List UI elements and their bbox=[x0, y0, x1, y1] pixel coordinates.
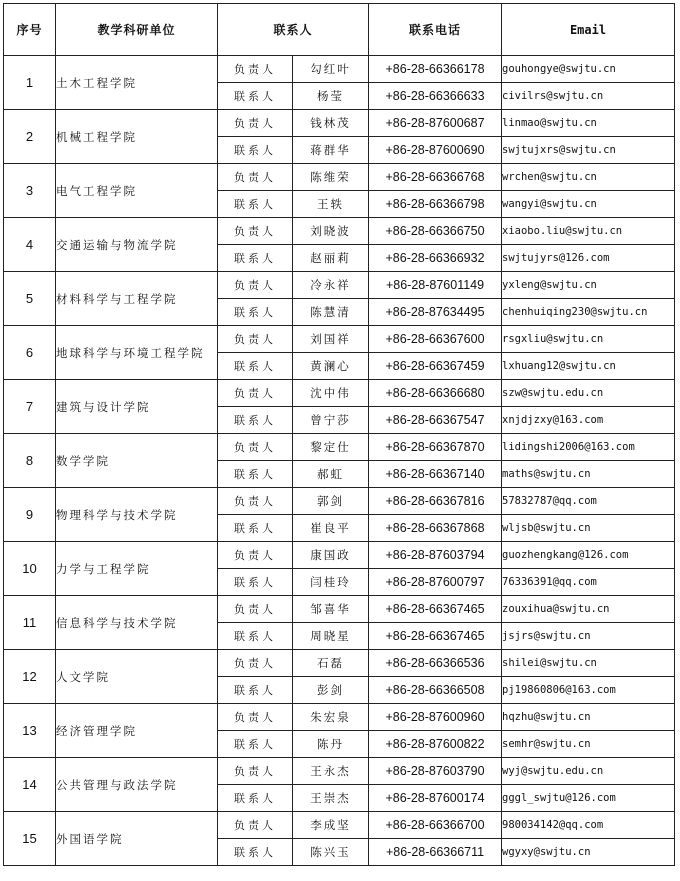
contact-email: zouxihua@swjtu.cn bbox=[502, 596, 675, 623]
contact-email: chenhuiqing230@swjtu.cn bbox=[502, 299, 675, 326]
row-seq: 9 bbox=[4, 488, 56, 542]
row-unit: 材料科学与工程学院 bbox=[56, 272, 218, 326]
contact-name: 刘晓波 bbox=[293, 218, 369, 245]
table-row bbox=[4, 704, 675, 731]
header-contact: 联系人 bbox=[218, 4, 369, 56]
contact-email: guozhengkang@126.com bbox=[502, 542, 675, 569]
contact-email: wangyi@swjtu.cn bbox=[502, 191, 675, 218]
contact-name: 勾红叶 bbox=[293, 56, 369, 83]
row-seq: 12 bbox=[4, 650, 56, 704]
contact-email: shilei@swjtu.cn bbox=[502, 650, 675, 677]
contact-phone: +86-28-66366750 bbox=[369, 218, 502, 245]
contact-name: 康国政 bbox=[293, 542, 369, 569]
contact-phone: +86-28-66367459 bbox=[369, 353, 502, 380]
row-unit: 地球科学与环境工程学院 bbox=[56, 326, 218, 380]
contact-role: 负责人 bbox=[218, 488, 293, 515]
table-row bbox=[4, 650, 675, 677]
table-row bbox=[4, 758, 675, 785]
row-unit: 电气工程学院 bbox=[56, 164, 218, 218]
contact-phone: +86-28-87603790 bbox=[369, 758, 502, 785]
contact-role: 联系人 bbox=[218, 785, 293, 812]
contact-email: lidingshi2006@163.com bbox=[502, 434, 675, 461]
table-row bbox=[4, 326, 675, 353]
contact-email: swjtujxrs@swjtu.cn bbox=[502, 137, 675, 164]
row-seq: 7 bbox=[4, 380, 56, 434]
contact-name: 杨莹 bbox=[293, 83, 369, 110]
row-unit: 外国语学院 bbox=[56, 812, 218, 866]
contact-phone: +86-28-66367870 bbox=[369, 434, 502, 461]
contact-role: 联系人 bbox=[218, 677, 293, 704]
contact-name: 朱宏泉 bbox=[293, 704, 369, 731]
contact-role: 负责人 bbox=[218, 758, 293, 785]
row-seq: 1 bbox=[4, 56, 56, 110]
contact-email: hqzhu@swjtu.cn bbox=[502, 704, 675, 731]
contact-email: semhr@swjtu.cn bbox=[502, 731, 675, 758]
contact-phone: +86-28-66367465 bbox=[369, 596, 502, 623]
contact-role: 负责人 bbox=[218, 542, 293, 569]
row-unit: 经济管理学院 bbox=[56, 704, 218, 758]
contact-email: gggl_swjtu@126.com bbox=[502, 785, 675, 812]
contact-email: linmao@swjtu.cn bbox=[502, 110, 675, 137]
contact-phone: +86-28-66366633 bbox=[369, 83, 502, 110]
contact-email: maths@swjtu.cn bbox=[502, 461, 675, 488]
contact-phone: +86-28-87601149 bbox=[369, 272, 502, 299]
contact-role: 负责人 bbox=[218, 218, 293, 245]
row-unit: 建筑与设计学院 bbox=[56, 380, 218, 434]
contact-phone: +86-28-66366680 bbox=[369, 380, 502, 407]
contact-phone: +86-28-87600822 bbox=[369, 731, 502, 758]
contact-name: 冷永祥 bbox=[293, 272, 369, 299]
row-seq: 2 bbox=[4, 110, 56, 164]
contact-role: 负责人 bbox=[218, 272, 293, 299]
contact-role: 负责人 bbox=[218, 326, 293, 353]
row-unit: 信息科学与技术学院 bbox=[56, 596, 218, 650]
row-seq: 5 bbox=[4, 272, 56, 326]
contact-name: 陈丹 bbox=[293, 731, 369, 758]
contact-role: 负责人 bbox=[218, 380, 293, 407]
contact-name: 郭剑 bbox=[293, 488, 369, 515]
contact-role: 负责人 bbox=[218, 596, 293, 623]
header-unit: 教学科研单位 bbox=[56, 4, 218, 56]
contact-email: civilrs@swjtu.cn bbox=[502, 83, 675, 110]
contact-phone: +86-28-66367868 bbox=[369, 515, 502, 542]
header-row bbox=[4, 4, 675, 56]
contact-email: pj19860806@163.com bbox=[502, 677, 675, 704]
row-seq: 3 bbox=[4, 164, 56, 218]
table-row bbox=[4, 56, 675, 83]
contact-role: 负责人 bbox=[218, 704, 293, 731]
contact-phone: +86-28-87600797 bbox=[369, 569, 502, 596]
row-unit: 人文学院 bbox=[56, 650, 218, 704]
contact-name: 闫桂玲 bbox=[293, 569, 369, 596]
contact-name: 周晓星 bbox=[293, 623, 369, 650]
contact-email: 57832787@qq.com bbox=[502, 488, 675, 515]
contact-role: 负责人 bbox=[218, 56, 293, 83]
row-unit: 交通运输与物流学院 bbox=[56, 218, 218, 272]
contact-name: 彭剑 bbox=[293, 677, 369, 704]
table-row bbox=[4, 272, 675, 299]
row-unit: 土木工程学院 bbox=[56, 56, 218, 110]
contact-name: 王轶 bbox=[293, 191, 369, 218]
table-row bbox=[4, 380, 675, 407]
contact-role: 联系人 bbox=[218, 407, 293, 434]
row-seq: 11 bbox=[4, 596, 56, 650]
contact-role: 联系人 bbox=[218, 461, 293, 488]
contact-name: 陈兴玉 bbox=[293, 839, 369, 866]
contact-phone: +86-28-66367465 bbox=[369, 623, 502, 650]
contact-name: 邹喜华 bbox=[293, 596, 369, 623]
contact-email: lxhuang12@swjtu.cn bbox=[502, 353, 675, 380]
contact-email: xnjdjzxy@163.com bbox=[502, 407, 675, 434]
contact-role: 联系人 bbox=[218, 353, 293, 380]
contact-phone: +86-28-87634495 bbox=[369, 299, 502, 326]
contact-name: 陈维荣 bbox=[293, 164, 369, 191]
contact-role: 联系人 bbox=[218, 623, 293, 650]
contact-email: wrchen@swjtu.cn bbox=[502, 164, 675, 191]
contact-email: jsjrs@swjtu.cn bbox=[502, 623, 675, 650]
contact-phone: +86-28-66366536 bbox=[369, 650, 502, 677]
row-unit: 数学学院 bbox=[56, 434, 218, 488]
contact-name: 黄澜心 bbox=[293, 353, 369, 380]
row-unit: 物理科学与技术学院 bbox=[56, 488, 218, 542]
row-seq: 15 bbox=[4, 812, 56, 866]
contact-name: 郝虹 bbox=[293, 461, 369, 488]
contact-name: 李成坚 bbox=[293, 812, 369, 839]
table-row bbox=[4, 218, 675, 245]
contact-role: 联系人 bbox=[218, 245, 293, 272]
contact-role: 负责人 bbox=[218, 650, 293, 677]
contact-phone: +86-28-66366711 bbox=[369, 839, 502, 866]
table-row bbox=[4, 542, 675, 569]
contact-role: 负责人 bbox=[218, 110, 293, 137]
contact-role: 联系人 bbox=[218, 137, 293, 164]
contact-email: wljsb@swjtu.cn bbox=[502, 515, 675, 542]
contact-role: 联系人 bbox=[218, 731, 293, 758]
contact-phone: +86-28-66366768 bbox=[369, 164, 502, 191]
contact-role: 负责人 bbox=[218, 164, 293, 191]
contact-name: 刘国祥 bbox=[293, 326, 369, 353]
contact-phone: +86-28-87600174 bbox=[369, 785, 502, 812]
contact-phone: +86-28-66367140 bbox=[369, 461, 502, 488]
contact-email: yxleng@swjtu.cn bbox=[502, 272, 675, 299]
contact-name: 王永杰 bbox=[293, 758, 369, 785]
contact-phone: +86-28-66366178 bbox=[369, 56, 502, 83]
table-row bbox=[4, 164, 675, 191]
contact-name: 钱林茂 bbox=[293, 110, 369, 137]
table-row bbox=[4, 488, 675, 515]
contact-email: szw@swjtu.edu.cn bbox=[502, 380, 675, 407]
contact-table bbox=[3, 3, 675, 866]
contact-email: gouhongye@swjtu.cn bbox=[502, 56, 675, 83]
row-seq: 8 bbox=[4, 434, 56, 488]
table-row bbox=[4, 812, 675, 839]
contact-name: 蒋群华 bbox=[293, 137, 369, 164]
contact-role: 联系人 bbox=[218, 515, 293, 542]
contact-phone: +86-28-66367816 bbox=[369, 488, 502, 515]
row-unit: 机械工程学院 bbox=[56, 110, 218, 164]
contact-name: 黎定仕 bbox=[293, 434, 369, 461]
contact-phone: +86-28-66366798 bbox=[369, 191, 502, 218]
contact-phone: +86-28-87600690 bbox=[369, 137, 502, 164]
contact-role: 联系人 bbox=[218, 83, 293, 110]
contact-name: 陈慧清 bbox=[293, 299, 369, 326]
contact-phone: +86-28-66366508 bbox=[369, 677, 502, 704]
contact-phone: +86-28-66366700 bbox=[369, 812, 502, 839]
contact-role: 联系人 bbox=[218, 299, 293, 326]
contact-email: rsgxliu@swjtu.cn bbox=[502, 326, 675, 353]
contact-phone: +86-28-66367547 bbox=[369, 407, 502, 434]
contact-role: 联系人 bbox=[218, 569, 293, 596]
contact-phone: +86-28-87603794 bbox=[369, 542, 502, 569]
contact-role: 联系人 bbox=[218, 839, 293, 866]
table-row bbox=[4, 596, 675, 623]
row-seq: 10 bbox=[4, 542, 56, 596]
header-phone: 联系电话 bbox=[369, 4, 502, 56]
header-seq: 序号 bbox=[4, 4, 56, 56]
row-seq: 4 bbox=[4, 218, 56, 272]
contact-name: 赵丽莉 bbox=[293, 245, 369, 272]
row-seq: 14 bbox=[4, 758, 56, 812]
row-unit: 公共管理与政法学院 bbox=[56, 758, 218, 812]
contact-phone: +86-28-66367600 bbox=[369, 326, 502, 353]
contact-name: 石磊 bbox=[293, 650, 369, 677]
header-email: Email bbox=[502, 4, 675, 56]
contact-name: 崔良平 bbox=[293, 515, 369, 542]
contact-email: xiaobo.liu@swjtu.cn bbox=[502, 218, 675, 245]
contact-email: swjtujyrs@126.com bbox=[502, 245, 675, 272]
contact-role: 联系人 bbox=[218, 191, 293, 218]
table-row bbox=[4, 110, 675, 137]
contact-email: wyj@swjtu.edu.cn bbox=[502, 758, 675, 785]
table-row bbox=[4, 434, 675, 461]
row-unit: 力学与工程学院 bbox=[56, 542, 218, 596]
contact-name: 曾宁莎 bbox=[293, 407, 369, 434]
row-seq: 6 bbox=[4, 326, 56, 380]
contact-name: 沈中伟 bbox=[293, 380, 369, 407]
contact-role: 负责人 bbox=[218, 434, 293, 461]
table-body bbox=[4, 56, 675, 866]
contact-email: wgyxy@swjtu.cn bbox=[502, 839, 675, 866]
contact-phone: +86-28-87600687 bbox=[369, 110, 502, 137]
contact-role: 负责人 bbox=[218, 812, 293, 839]
row-seq: 13 bbox=[4, 704, 56, 758]
contact-email: 980034142@qq.com bbox=[502, 812, 675, 839]
contact-email: 76336391@qq.com bbox=[502, 569, 675, 596]
contact-name: 王崇杰 bbox=[293, 785, 369, 812]
contact-phone: +86-28-66366932 bbox=[369, 245, 502, 272]
contact-phone: +86-28-87600960 bbox=[369, 704, 502, 731]
